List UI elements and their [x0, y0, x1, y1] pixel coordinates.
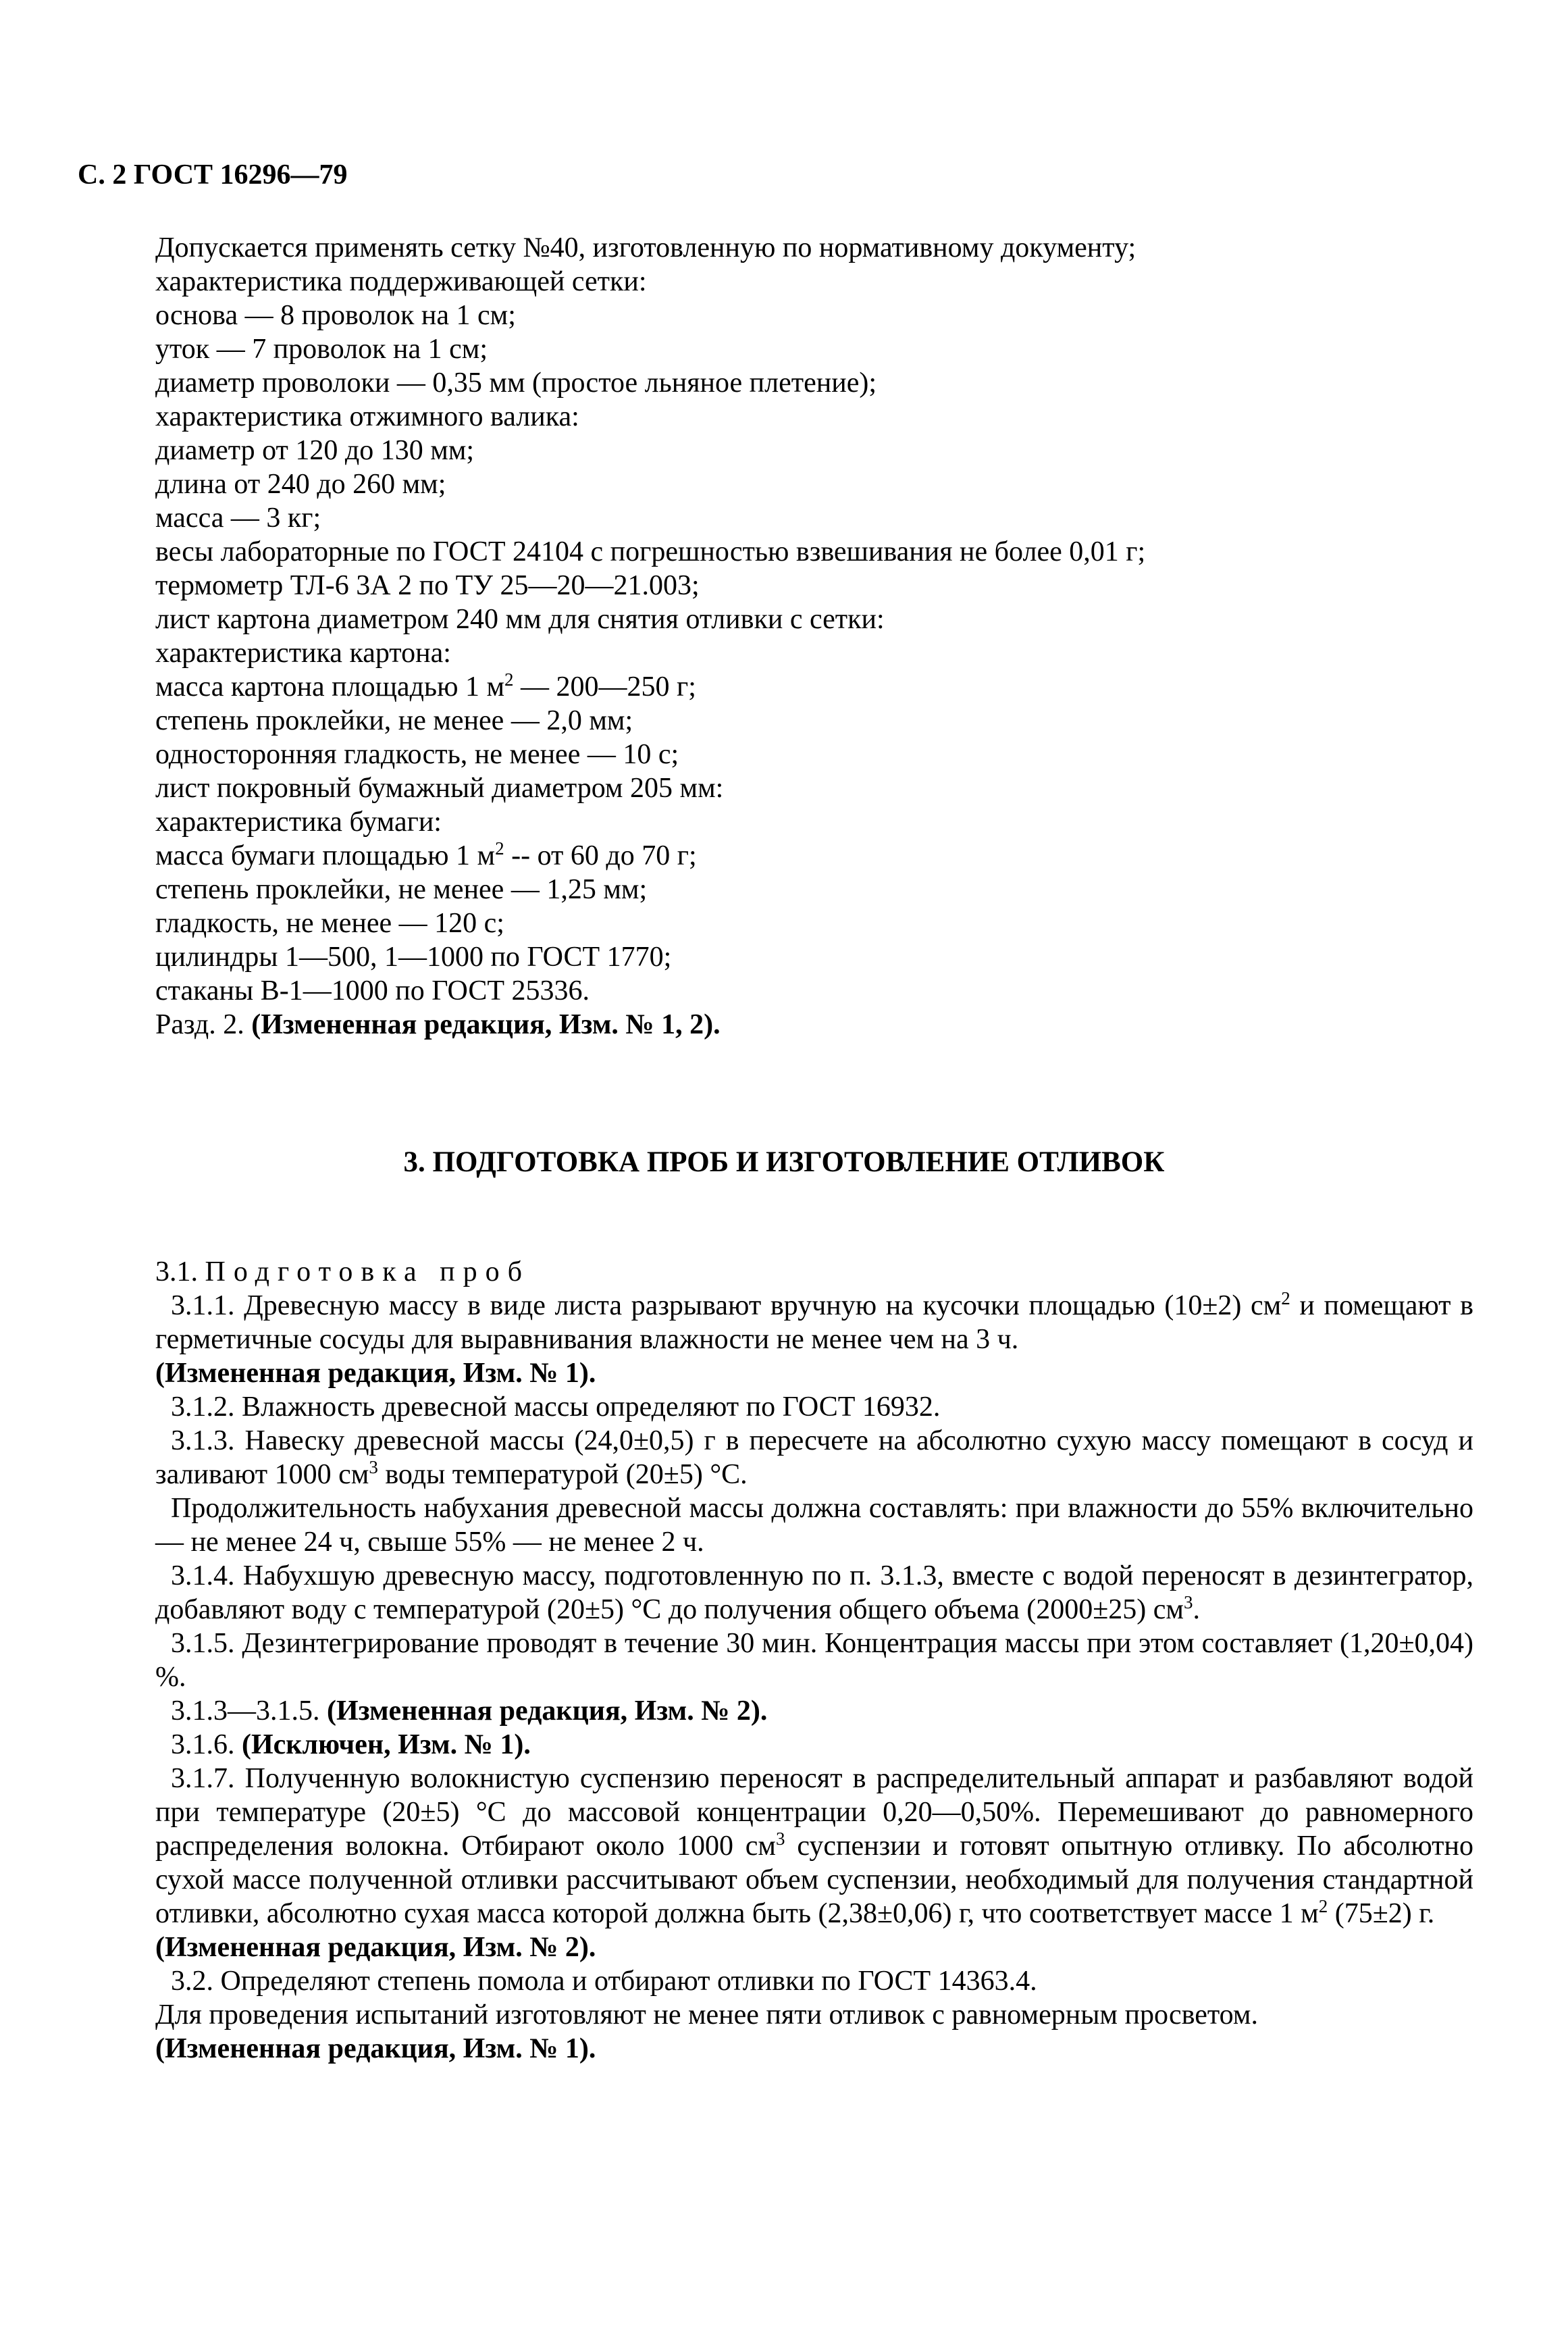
subheading-text: Подготовка проб	[205, 1256, 531, 1287]
list-line: степень проклейки, не менее — 2,0 мм;	[155, 705, 633, 736]
amendment-note	[155, 1694, 1473, 1728]
note-bold: (Измененная редакция, Изм. № 2).	[327, 1695, 768, 1727]
text-part: и помещают в герметичные сосуды для выравнивания влажности не менее чем на 3 ч.	[155, 1290, 1473, 1355]
superscript: 3	[1184, 1592, 1193, 1612]
list-line: диаметр проволоки — 0,35 мм (простое льняное плетение);	[155, 367, 877, 399]
paragraph-3-1-1	[155, 1289, 1473, 1356]
text-part: суспензии и готовят опытную отливку. По абсолютно сухой массе полученной отливки рассчитывают объем суспензии, необходимый для получения стандартной отливки, абсолютно сухая масса которой должна быть (2,38±0,06) г, что соответствует массе 1 м	[155, 1831, 1473, 1929]
list-line: лист картона диаметром 240 мм для снятия отливки с сетки:	[155, 604, 885, 635]
paragraph-duration: Продолжительность набухания древесной массы должна составлять: при влажности до 55% включительно — не менее 24 ч, свыше 55% — не менее 2 ч.	[155, 1493, 1473, 1558]
superscript: 2	[1281, 1288, 1290, 1308]
note-bold: (Исключен, Изм. № 1).	[242, 1729, 531, 1760]
equipment-list	[155, 231, 1145, 1042]
list-line: цилиндры 1—500, 1—1000 по ГОСТ 1770;	[155, 942, 672, 973]
text-part: 3.1.1. Древесную массу в виде листа разрывают вручную на кусочки площадью (10±2) см	[171, 1290, 1282, 1321]
superscript: 2	[504, 669, 514, 690]
note-prefix: Разд. 2.	[155, 1009, 252, 1040]
amendment-note: (Измененная редакция, Изм. № 2).	[155, 1932, 596, 1963]
list-line: весы лабораторные по ГОСТ 24104 с погрешностью взвешивания не более 0,01 г;	[155, 536, 1146, 567]
paragraph-3-1-7	[155, 1762, 1473, 1931]
list-line: стаканы В-1—1000 по ГОСТ 25336.	[155, 975, 590, 1006]
list-line: гладкость, не менее — 120 с;	[155, 908, 504, 939]
paragraph-3-2: 3.2. Определяют степень помола и отбирают отливки по ГОСТ 14363.4.	[171, 1966, 1037, 1997]
paragraph-3-1-3	[155, 1424, 1473, 1491]
text-part: масса бумаги площадью 1 м	[155, 840, 496, 871]
text-part: 3.1.7. Полученную волокнистую суспензию переносят в распределительный аппарат и разбавляют водой при температуре (20±5) °С до массовой концентрации 0,20—0,50%. Перемешивают до равномерного распределения волокна. Отбирают около 1000 см	[155, 1763, 1473, 1862]
text-part: — 200—250 г;	[513, 671, 696, 702]
list-line: лист покровный бумажный диаметром 205 мм:	[155, 773, 724, 804]
amendment-note: (Измененная редакция, Изм. № 1).	[155, 1358, 596, 1389]
text-part: воды температурой (20±5) °С.	[377, 1459, 748, 1490]
note-prefix: 3.1.6.	[171, 1729, 242, 1760]
section2-note	[155, 1008, 1145, 1042]
list-line: масса — 3 кг;	[155, 503, 321, 534]
page-header: С. 2 ГОСТ 16296—79	[78, 159, 348, 190]
note-bold: (Измененная редакция, Изм. № 1, 2).	[251, 1009, 721, 1040]
superscript: 3	[369, 1457, 378, 1477]
list-line: Допускается применять сетку №40, изготовленную по нормативному документу;	[155, 232, 1136, 263]
text-part: .	[1193, 1594, 1200, 1625]
list-line: длина от 240 до 260 мм;	[155, 469, 446, 500]
list-line	[155, 839, 1145, 873]
amendment-note: (Измененная редакция, Изм. № 1).	[155, 2033, 596, 2064]
list-line: характеристика картона:	[155, 638, 451, 669]
text-part: масса картона площадью 1 м	[155, 671, 505, 702]
list-line: уток — 7 проволок на 1 см;	[155, 334, 488, 365]
text-part: -- от 60 до 70 г;	[504, 840, 697, 871]
superscript: 2	[495, 838, 504, 859]
text-part: 3.1.3. Навеску древесной массы (24,0±0,5) г в пересчете на абсолютно сухую массу помещают в сосуд и заливают 1000 см	[155, 1425, 1473, 1490]
section-3-body	[155, 1255, 1473, 2066]
section-3-title: 3. ПОДГОТОВКА ПРОБ И ИЗГОТОВЛЕНИЕ ОТЛИВОК	[403, 1146, 1165, 1178]
list-line: характеристика отжимного валика:	[155, 401, 579, 432]
note-prefix: 3.1.3—3.1.5.	[171, 1695, 327, 1727]
list-line: диаметр от 120 до 130 мм;	[155, 435, 475, 466]
amendment-note	[155, 1728, 1473, 1762]
superscript: 3	[776, 1829, 785, 1849]
list-line: основа — 8 проволок на 1 см;	[155, 300, 516, 331]
subheading-3-1	[155, 1255, 1473, 1289]
text-part: (75±2) г.	[1328, 1898, 1435, 1929]
list-line: характеристика бумаги:	[155, 807, 442, 838]
paragraph-3-1-5: 3.1.5. Дезинтегрирование проводят в течение 30 мин. Концентрация массы при этом составляет (1,20±0,04) %.	[155, 1628, 1473, 1693]
list-line	[155, 670, 1145, 704]
list-line: характеристика поддерживающей сетки:	[155, 266, 647, 297]
superscript: 2	[1318, 1896, 1328, 1916]
list-line: степень проклейки, не менее — 1,25 мм;	[155, 874, 648, 905]
paragraph-tests: Для проведения испытаний изготовляют не менее пяти отливок с равномерным просветом.	[155, 1999, 1258, 2030]
paragraph-3-1-2: 3.1.2. Влажность древесной массы определяют по ГОСТ 16932.	[171, 1391, 941, 1423]
list-line: односторонняя гладкость, не менее — 10 с;	[155, 739, 679, 770]
list-line: термометр ТЛ-6 3А 2 по ТУ 25—20—21.003;	[155, 570, 700, 601]
paragraph-3-1-4	[155, 1559, 1473, 1627]
subheading-number: 3.1.	[155, 1256, 205, 1287]
text-part: 3.1.4. Набухшую древесную массу, подготовленную по п. 3.1.3, вместе с водой переносят в дезинтегратор, добавляют воду с температурой (20±5) °С до получения общего объема (2000±25) см	[155, 1560, 1473, 1625]
